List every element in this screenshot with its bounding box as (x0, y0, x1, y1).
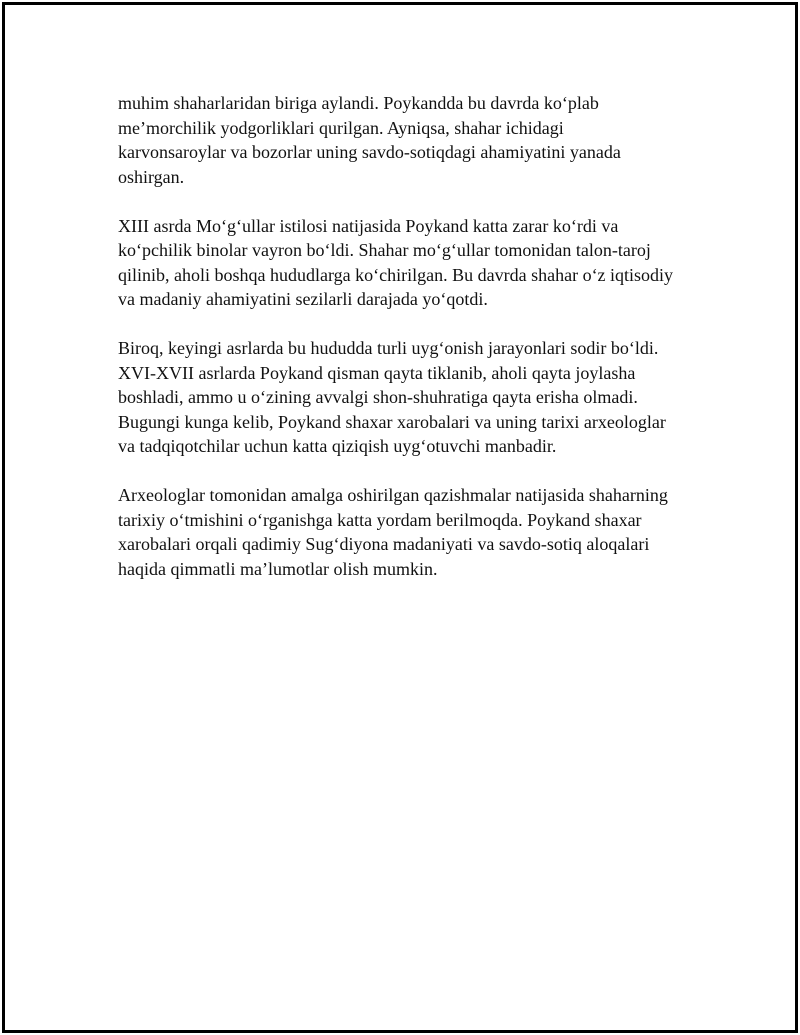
text-line: karvonsaroylar va bozorlar uning savdo-sotiqdagi ahamiyatini yanada (118, 142, 621, 162)
text-line: oshirgan. (118, 166, 185, 187)
text-line: Biroq, keyingi asrlarda bu hududda turli uyg‘onish jarayonlari sodir bo‘ldi. (118, 338, 659, 358)
text-line: xarobalari orqali qadimiy Sug‘diyona madaniyati va savdo-sotiq aloqalari (118, 534, 650, 554)
text-line: muhim shaharlaridan biriga aylandi. Poykandda bu davrda ko‘plab (118, 93, 599, 113)
text-line: XIII asrda Mo‘g‘ullar istilosi natijasida Poykand katta zarar ko‘rdi va (118, 215, 619, 236)
paragraph-4 (118, 483, 718, 581)
document-body (118, 91, 718, 606)
text-line: tarixiy o‘tmishini o‘rganishga katta yordam berilmoqda. Poykand shaxar (118, 509, 642, 530)
text-line: Bugungi kunga kelib, Poykand shaxar xarobalari va uning tarixi arxeologlar (118, 411, 666, 432)
text-line: va madaniy ahamiyatini sezilarli darajada yo‘qotdi. (118, 289, 488, 309)
paragraph-3 (118, 336, 718, 459)
text-line: va tadqiqotchilar uchun katta qiziqish uyg‘otuvchi manbadir. (118, 436, 557, 456)
paragraph-1 (118, 91, 718, 189)
text-line: ko‘pchilik binolar vayron bo‘ldi. Shahar mo‘g‘ullar tomonidan talon-taroj (118, 240, 651, 260)
text-line: haqida qimmatli ma’lumotlar olish mumkin. (118, 558, 438, 579)
text-line: qilinib, aholi boshqa hududlarga ko‘chirilgan. Bu davrda shahar o‘z iqtisodiy (118, 264, 674, 285)
text-line: Arxeologlar tomonidan amalga oshirilgan qazishmalar natijasida shaharning (118, 485, 668, 505)
paragraph-2 (118, 214, 718, 312)
document-page (2, 2, 798, 1033)
text-line: XVI-XVII asrlarda Poykand qisman qayta tiklanib, aholi qayta joylasha (118, 362, 636, 383)
text-line: me’morchilik yodgorliklari qurilgan. Ayniqsa, shahar ichidagi (118, 117, 564, 138)
text-line: boshladi, ammo u o‘zining avvalgi shon-shuhratiga qayta erisha olmadi. (118, 387, 638, 407)
